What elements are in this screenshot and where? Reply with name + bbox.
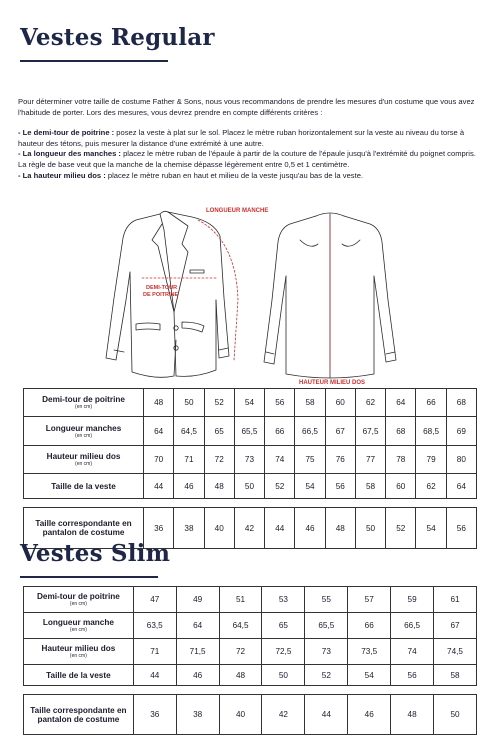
table-cell: 66: [265, 417, 295, 446]
table-cell: 62: [416, 474, 446, 499]
table-cell: 44: [144, 474, 174, 499]
row-unit: (en cm): [75, 432, 92, 439]
table-row: [24, 665, 477, 686]
intro-text-block: [18, 97, 482, 181]
table-cell: 62: [355, 389, 385, 417]
table-cell: 61: [434, 587, 477, 613]
table-cell: 46: [174, 474, 204, 499]
table-cell: 50: [434, 695, 477, 735]
row-label: Longueur manche: [42, 618, 114, 627]
table-cell: 50: [174, 389, 204, 417]
table-cell: 67: [434, 613, 477, 639]
table-cell: 59: [391, 587, 434, 613]
table-row: [24, 474, 477, 499]
table-cell: 54: [416, 508, 446, 549]
row-header: [24, 613, 134, 639]
criterion-text: posez la veste à plat sur le sol. Placez le mètre ruban horizontalement sur la veste au niveau du torse à hauteur des tétons, puis mesurer la distance d'une extrémité à une autre.: [18, 128, 465, 148]
table-cell: 77: [355, 446, 385, 474]
table-cell: 46: [295, 508, 325, 549]
table-cell: 73: [234, 446, 264, 474]
row-label: Demi-tour de poitrine: [37, 592, 120, 601]
criterion-label: - La longueur des manches :: [18, 149, 121, 159]
table-cell: 73,5: [348, 639, 391, 665]
table-cell: 68,5: [416, 417, 446, 446]
table-cell: 48: [325, 508, 355, 549]
criterion-label: - La hauteur milieu dos :: [18, 170, 106, 180]
criterion-label: - Le demi-tour de poitrine :: [18, 128, 115, 138]
regular-title-underline: [20, 60, 168, 62]
criterion-sleeve: [18, 149, 482, 170]
table-cell: 73: [305, 639, 348, 665]
row-header: [24, 474, 144, 499]
table-cell: 65,5: [234, 417, 264, 446]
criterion-chest: [18, 128, 482, 149]
table-cell: 48: [219, 665, 262, 686]
table-cell: 64: [144, 417, 174, 446]
table-cell: 69: [446, 417, 476, 446]
table-cell: 36: [144, 508, 174, 549]
table-cell: 64: [176, 613, 219, 639]
table-cell: 46: [176, 665, 219, 686]
table-cell: 44: [133, 665, 176, 686]
table-row: [24, 389, 477, 417]
row-header: [24, 639, 134, 665]
row-label: Taille de la veste: [51, 481, 116, 491]
table-cell: 50: [355, 508, 385, 549]
table-cell: 56: [325, 474, 355, 499]
row-unit: (en cm): [75, 404, 92, 410]
table-cell: 40: [204, 508, 234, 549]
table-cell: 58: [355, 474, 385, 499]
table-cell: 60: [325, 389, 355, 417]
chest-label-line2: DE POITRINE: [143, 292, 179, 298]
table-cell: 79: [416, 446, 446, 474]
table-cell: 52: [305, 665, 348, 686]
table-cell: 58: [434, 665, 477, 686]
table-cell: 56: [265, 389, 295, 417]
chest-label-line1: DEMI-TOUR: [146, 285, 178, 291]
criterion-back: [18, 171, 482, 182]
row-unit: (en cm): [69, 627, 87, 633]
table-cell: 67,5: [355, 417, 385, 446]
table-cell: 53: [262, 587, 305, 613]
table-cell: 71: [174, 446, 204, 474]
table-cell: 38: [174, 508, 204, 549]
table-cell: 44: [305, 695, 348, 735]
regular-size-table: [23, 388, 477, 549]
jacket-measurement-illustration: [96, 200, 406, 386]
criterion-text: placez le mètre ruban en haut et milieu de la veste jusqu'au bas de la veste.: [105, 170, 364, 180]
slim-title: Vestes Slim: [20, 540, 171, 567]
sleeve-length-label: LONGUEUR MANCHE: [206, 208, 269, 214]
slim-title-underline: [20, 576, 158, 578]
table-cell: 74: [391, 639, 434, 665]
row-header: [24, 417, 144, 446]
table-cell: 40: [219, 695, 262, 735]
slim-size-table: [23, 586, 477, 735]
table-cell: 67: [325, 417, 355, 446]
table-row: [24, 587, 477, 613]
table-cell: 55: [305, 587, 348, 613]
row-header: [24, 389, 144, 417]
table-cell: 50: [234, 474, 264, 499]
table-cell: 64,5: [219, 613, 262, 639]
row-unit: (en cm): [75, 461, 92, 467]
row-label: Demi-tour de poitrine: [42, 395, 125, 404]
table-cell: 74,5: [434, 639, 477, 665]
table-cell: 75: [295, 446, 325, 474]
row-header: Taille correspondante en pantalon de costume: [24, 508, 144, 549]
row-unit: (en cm): [69, 653, 87, 659]
table-cell: 64: [446, 474, 476, 499]
table-cell: 66: [348, 613, 391, 639]
table-cell: 56: [446, 508, 476, 549]
table-cell: 51: [219, 587, 262, 613]
table-cell: 71,5: [176, 639, 219, 665]
table-cell: 66,5: [295, 417, 325, 446]
table-cell: 72,5: [262, 639, 305, 665]
back-length-label: HAUTEUR MILIEU DOS: [299, 380, 365, 386]
table-cell: 65: [262, 613, 305, 639]
table-cell: 50: [262, 665, 305, 686]
table-cell: 66: [416, 389, 446, 417]
table-cell: 38: [176, 695, 219, 735]
table-cell: 72: [204, 446, 234, 474]
table-cell: 76: [325, 446, 355, 474]
table-cell: 48: [204, 474, 234, 499]
table-cell: 70: [144, 446, 174, 474]
table-cell: 80: [446, 446, 476, 474]
row-header: [24, 446, 144, 474]
table-cell: 56: [391, 665, 434, 686]
table-cell: 78: [386, 446, 416, 474]
table-row: [24, 417, 477, 446]
row-header: [24, 587, 134, 613]
table-cell: 42: [262, 695, 305, 735]
table-row-pant-size: [24, 695, 477, 735]
table-cell: 48: [144, 389, 174, 417]
table-cell: 64,5: [174, 417, 204, 446]
table-row: [24, 446, 477, 474]
table-cell: 52: [386, 508, 416, 549]
table-cell: 74: [265, 446, 295, 474]
table-cell: 54: [295, 474, 325, 499]
table-row: [24, 639, 477, 665]
table-cell: 49: [176, 587, 219, 613]
table-cell: 54: [234, 389, 264, 417]
intro-paragraph: Pour déterminer votre taille de costume Father & Sons, nous vous recommandons de prendre les mesures d'un costume que vous avez l'habitude de porter. Lors des mesures, vous devrez prendre en compte différents critères :: [18, 97, 475, 117]
table-cell: 63,5: [133, 613, 176, 639]
table-cell: 68: [446, 389, 476, 417]
table-cell: 58: [295, 389, 325, 417]
table-cell: 57: [348, 587, 391, 613]
row-label: Hauteur milieu dos: [46, 452, 121, 461]
table-cell: 36: [133, 695, 176, 735]
table-cell: 65,5: [305, 613, 348, 639]
table-cell: 72: [219, 639, 262, 665]
row-label: Taille de la veste: [46, 670, 111, 680]
criterion-text: placez le mètre ruban de l'épaule à partir de la couture de l'épaule jusqu'à l'extrémité du poignet compris. La règle de base veut que la manche de la chemise dépasse légèrement entre 0,5 et 1 centimètre.: [18, 149, 476, 169]
row-unit: (en cm): [69, 601, 87, 607]
row-header: [24, 665, 134, 686]
table-cell: 48: [391, 695, 434, 735]
table-cell: 64: [386, 389, 416, 417]
table-cell: 44: [265, 508, 295, 549]
row-header: Taille correspondante en pantalon de costume: [24, 695, 134, 735]
table-cell: 65: [204, 417, 234, 446]
table-cell: 66,5: [391, 613, 434, 639]
row-label: Longueur manches: [45, 423, 122, 433]
regular-title: Vestes Regular: [20, 24, 215, 51]
table-cell: 68: [386, 417, 416, 446]
table-cell: 42: [234, 508, 264, 549]
table-cell: 52: [204, 389, 234, 417]
table-cell: 46: [348, 695, 391, 735]
table-cell: 71: [133, 639, 176, 665]
table-row: [24, 613, 477, 639]
table-cell: 52: [265, 474, 295, 499]
table-cell: 60: [386, 474, 416, 499]
table-cell: 47: [133, 587, 176, 613]
table-cell: 54: [348, 665, 391, 686]
row-label: Hauteur milieu dos: [41, 644, 116, 653]
